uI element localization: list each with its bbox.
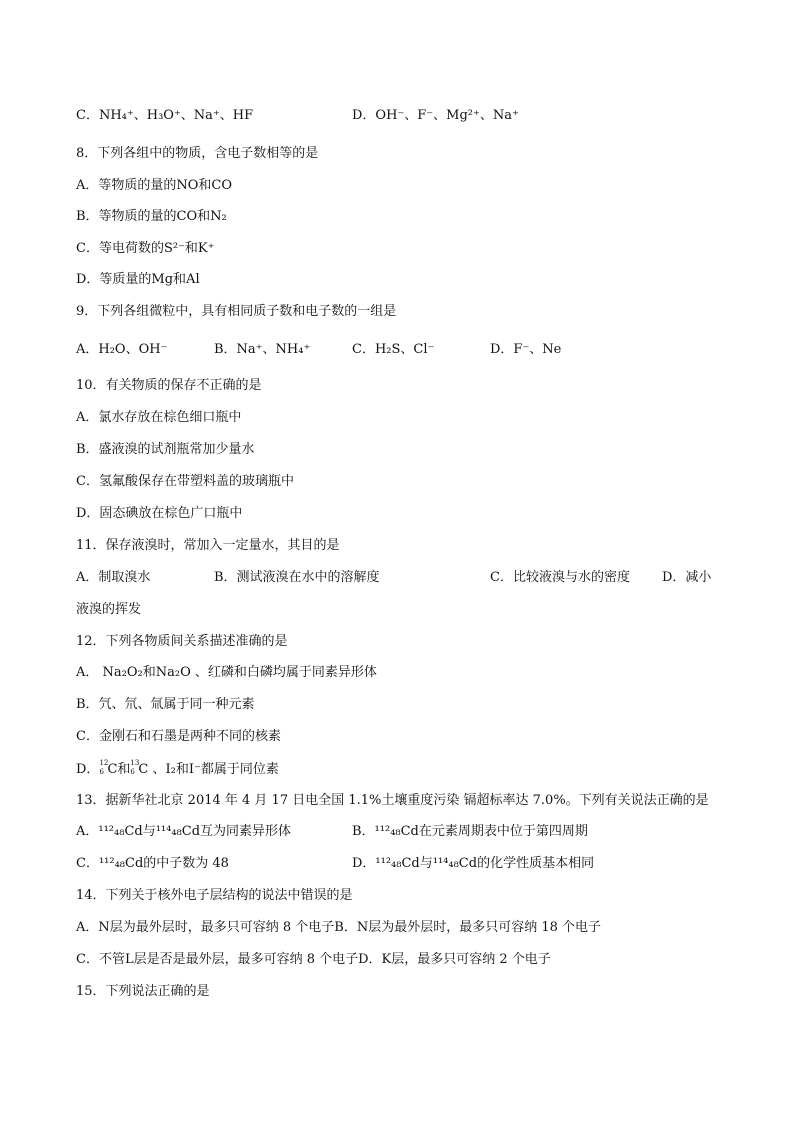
q11-option-b: B．测试液溴在水中的溶解度	[214, 570, 380, 585]
carbon-12-isotope-notation: 12 6	[99, 759, 109, 776]
q7-option-c: C．NH₄⁺、H₃O⁺、Na⁺、HF	[76, 108, 254, 123]
q9-stem: 9．下列各组微粒中，具有相同质子数和电子数的一组是	[76, 304, 397, 319]
q14-options-cd: C．不管L层是否是最外层，最多可容纳 8 个电子D．K层，最多只可容纳 2 个电子	[76, 952, 551, 967]
q9-option-b: B．Na⁺、NH₄⁺	[214, 342, 311, 357]
q9-option-d: D．F⁻、Ne	[490, 342, 562, 357]
q13-stem: 13．据新华社北京 2014 年 4 月 17 日电全国 1.1%土壤重度污染 镉超标率达 7.0%。下列有关说法正确的是	[76, 793, 709, 808]
q13-options-cd	[76, 855, 722, 873]
q13-option-d: D．¹¹²₄₈Cd与¹¹⁴₄₈Cd的化学性质基本相同	[352, 856, 595, 871]
q11-option-d-continued: 液溴的挥发	[76, 602, 142, 617]
q9-option-c: C．H₂S、Cl⁻	[352, 342, 435, 357]
q13-options-ab	[76, 823, 722, 841]
q13-option-b: B．¹¹²₄₈Cd在元素周期表中位于第四周期	[352, 824, 588, 839]
q9-options	[76, 341, 722, 359]
q9-option-a: A．H₂O、OH⁻	[76, 342, 168, 357]
q14-options-ab: A．N层为最外层时，最多只可容纳 8 个电子B．N层为最外层时，最多只可容纳 18 个电子	[76, 920, 602, 935]
q11-option-a: A．制取溴水	[76, 570, 151, 585]
q12-option-d: D． 12 6 C和 13 6 C 、I₂和I⁻都属于同位素	[76, 759, 279, 777]
q12-option-a: A． Na₂O₂和Na₂O 、红磷和白磷均属于同素异形体	[76, 665, 377, 680]
q10-option-b: B．盛液溴的试剂瓶常加少量水	[76, 442, 255, 457]
q8-option-d: D．等质量的Mg和Al	[76, 272, 200, 287]
q10-option-c: C．氢氟酸保存在带塑料盖的玻璃瓶中	[76, 474, 294, 489]
carbon-13-isotope-notation: 13 6	[130, 759, 140, 776]
q12-option-d-label: D．	[76, 762, 100, 777]
q10-stem: 10．有关物质的保存不正确的是	[76, 378, 262, 393]
q8-stem: 8．下列各组中的物质，含电子数相等的是	[76, 146, 319, 161]
q7-options	[76, 107, 722, 125]
q15-stem: 15．下列说法正确的是	[76, 984, 210, 999]
q11-options	[76, 569, 722, 587]
q11-stem: 11．保存液溴时，常加入一定量水，其目的是	[76, 538, 340, 553]
q12-option-c: C．金刚石和石墨是两种不同的核素	[76, 729, 281, 744]
q12-option-b: B．氕、氘、氚属于同一种元素	[76, 697, 255, 712]
q10-option-d: D．固态碘放在棕色广口瓶中	[76, 506, 243, 521]
q10-option-a: A．氯水存放在棕色细口瓶中	[76, 410, 242, 425]
q12-stem: 12．下列各物质间关系描述准确的是	[76, 634, 288, 649]
q13-option-c: C．¹¹²₄₈Cd的中子数为 48	[76, 856, 229, 871]
q8-option-a: A．等物质的量的NO和CO	[76, 178, 233, 193]
q13-option-a: A．¹¹²₄₈Cd与¹¹⁴₄₈Cd互为同素异形体	[76, 824, 292, 839]
q14-stem: 14．下列关于核外电子层结构的说法中错误的是	[76, 888, 353, 903]
q11-option-c: C．比较液溴与水的密度	[490, 570, 630, 585]
q11-option-d: D．减小	[662, 570, 712, 585]
q7-option-d: D．OH⁻、F⁻、Mg²⁺、Na⁺	[352, 108, 519, 123]
q8-option-c: C．等电荷数的S²⁻和K⁺	[76, 241, 215, 256]
q8-option-b: B．等物质的量的CO和N₂	[76, 209, 227, 224]
